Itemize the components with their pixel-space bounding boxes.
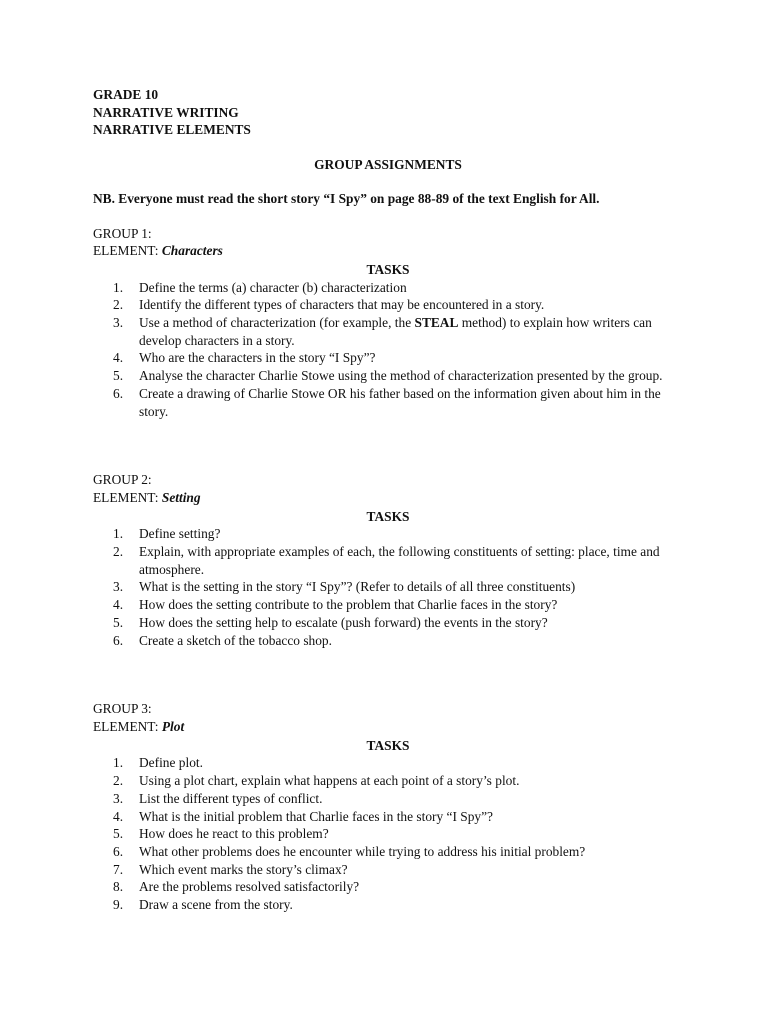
task-text: Which event marks the story’s climax? bbox=[139, 861, 348, 877]
task-text: Draw a scene from the story. bbox=[139, 897, 293, 913]
task-item bbox=[93, 808, 683, 826]
task-text: What other problems does he encounter while trying to address his initial problem? bbox=[139, 843, 586, 859]
element-line bbox=[93, 718, 683, 736]
task-number: 1. bbox=[113, 526, 124, 542]
task-item bbox=[93, 790, 683, 808]
element-line bbox=[93, 242, 683, 260]
task-item bbox=[93, 825, 683, 843]
task-number: 5. bbox=[113, 368, 124, 384]
task-text: How does he react to this problem? bbox=[139, 826, 329, 842]
group-section bbox=[93, 471, 683, 649]
task-text: Explain, with appropriate examples of each, the following constituents of setting: place, time and atmosphere. bbox=[139, 544, 660, 577]
task-item bbox=[93, 843, 683, 861]
grade-heading: GRADE 10 bbox=[93, 87, 159, 102]
element-prefix: ELEMENT: bbox=[93, 489, 162, 505]
task-item bbox=[93, 367, 683, 385]
task-number: 1. bbox=[113, 755, 124, 771]
reading-note: NB. Everyone must read the short story “I Spy” on page 88-89 of the text English for All. bbox=[93, 190, 600, 206]
element-prefix: ELEMENT: bbox=[93, 243, 162, 259]
task-text: Identify the different types of characters that may be encountered in a story. bbox=[139, 297, 545, 313]
task-text: Using a plot chart, explain what happens at each point of a story’s plot. bbox=[139, 773, 520, 789]
tasks-heading: TASKS bbox=[366, 737, 410, 753]
task-item bbox=[93, 596, 683, 614]
task-item bbox=[93, 614, 683, 632]
document-page bbox=[93, 86, 683, 914]
task-number: 3. bbox=[113, 790, 124, 806]
task-item bbox=[93, 525, 683, 543]
task-item bbox=[93, 385, 683, 420]
task-text: What is the setting in the story “I Spy”? (Refer to details of all three constituents) bbox=[139, 579, 576, 595]
task-item bbox=[93, 279, 683, 297]
task-item bbox=[93, 861, 683, 879]
task-text: How does the setting help to escalate (push forward) the events in the story? bbox=[139, 614, 548, 630]
task-text: Create a sketch of the tobacco shop. bbox=[139, 632, 332, 648]
task-number: 2. bbox=[113, 544, 124, 560]
task-number: 3. bbox=[113, 315, 124, 331]
task-number: 9. bbox=[113, 897, 124, 913]
task-list bbox=[93, 754, 683, 913]
task-text: Who are the characters in the story “I Spy”? bbox=[139, 350, 376, 366]
task-text: Are the problems resolved satisfactorily? bbox=[139, 879, 360, 895]
task-number: 6. bbox=[113, 385, 124, 401]
task-number: 6. bbox=[113, 843, 124, 859]
task-text: Define the terms (a) character (b) characterization bbox=[139, 279, 407, 295]
task-number: 2. bbox=[113, 773, 124, 789]
task-number: 5. bbox=[113, 614, 124, 630]
task-item bbox=[93, 314, 683, 349]
tasks-heading: TASKS bbox=[366, 261, 410, 277]
task-item bbox=[93, 349, 683, 367]
task-item bbox=[93, 772, 683, 790]
task-text: List the different types of conflict. bbox=[139, 790, 323, 806]
steal-term: STEAL bbox=[414, 315, 459, 331]
task-number: 4. bbox=[113, 808, 124, 824]
task-item bbox=[93, 754, 683, 772]
group-section bbox=[93, 225, 683, 421]
task-number: 4. bbox=[113, 597, 124, 613]
group-label: GROUP 1: bbox=[93, 225, 152, 241]
element-prefix: ELEMENT: bbox=[93, 718, 162, 734]
task-number: 4. bbox=[113, 350, 124, 366]
task-text: How does the setting contribute to the problem that Charlie faces in the story? bbox=[139, 597, 558, 613]
task-item bbox=[93, 632, 683, 650]
document-header bbox=[93, 86, 683, 139]
group-section bbox=[93, 700, 683, 913]
element-name: Characters bbox=[161, 243, 223, 259]
unit-heading: NARRATIVE WRITING bbox=[93, 104, 239, 120]
task-text: What is the initial problem that Charlie faces in the story “I Spy”? bbox=[139, 808, 494, 824]
task-item bbox=[93, 296, 683, 314]
task-text-after: method) to explain how writers can develop characters in a story. bbox=[139, 315, 652, 348]
task-number: 8. bbox=[113, 879, 124, 895]
element-name: Setting bbox=[161, 489, 201, 505]
element-line bbox=[93, 489, 683, 507]
task-text: Create a drawing of Charlie Stowe OR his father based on the information given about him in the story. bbox=[139, 385, 661, 419]
task-number: 7. bbox=[113, 861, 124, 877]
task-number: 1. bbox=[113, 279, 124, 295]
task-text: Define plot. bbox=[139, 755, 203, 771]
task-item bbox=[93, 543, 683, 578]
tasks-heading: TASKS bbox=[366, 508, 410, 524]
task-item bbox=[93, 896, 683, 914]
task-number: 5. bbox=[113, 826, 124, 842]
group-label: GROUP 3: bbox=[93, 701, 152, 717]
task-item bbox=[93, 578, 683, 596]
element-name: Plot bbox=[161, 718, 185, 734]
task-number: 6. bbox=[113, 632, 124, 648]
task-list bbox=[93, 525, 683, 649]
task-text-before: Use a method of characterization (for example, the bbox=[139, 315, 415, 331]
task-number: 3. bbox=[113, 579, 124, 595]
task-text: Analyse the character Charlie Stowe using the method of characterization presented by the group. bbox=[139, 368, 663, 384]
group-label: GROUP 2: bbox=[93, 472, 152, 488]
topic-heading: NARRATIVE ELEMENTS bbox=[93, 122, 251, 138]
page-title: GROUP ASSIGNMENTS bbox=[314, 157, 462, 173]
task-item bbox=[93, 878, 683, 896]
task-list bbox=[93, 279, 683, 421]
task-number: 2. bbox=[113, 297, 124, 313]
task-text: Define setting? bbox=[139, 526, 221, 542]
